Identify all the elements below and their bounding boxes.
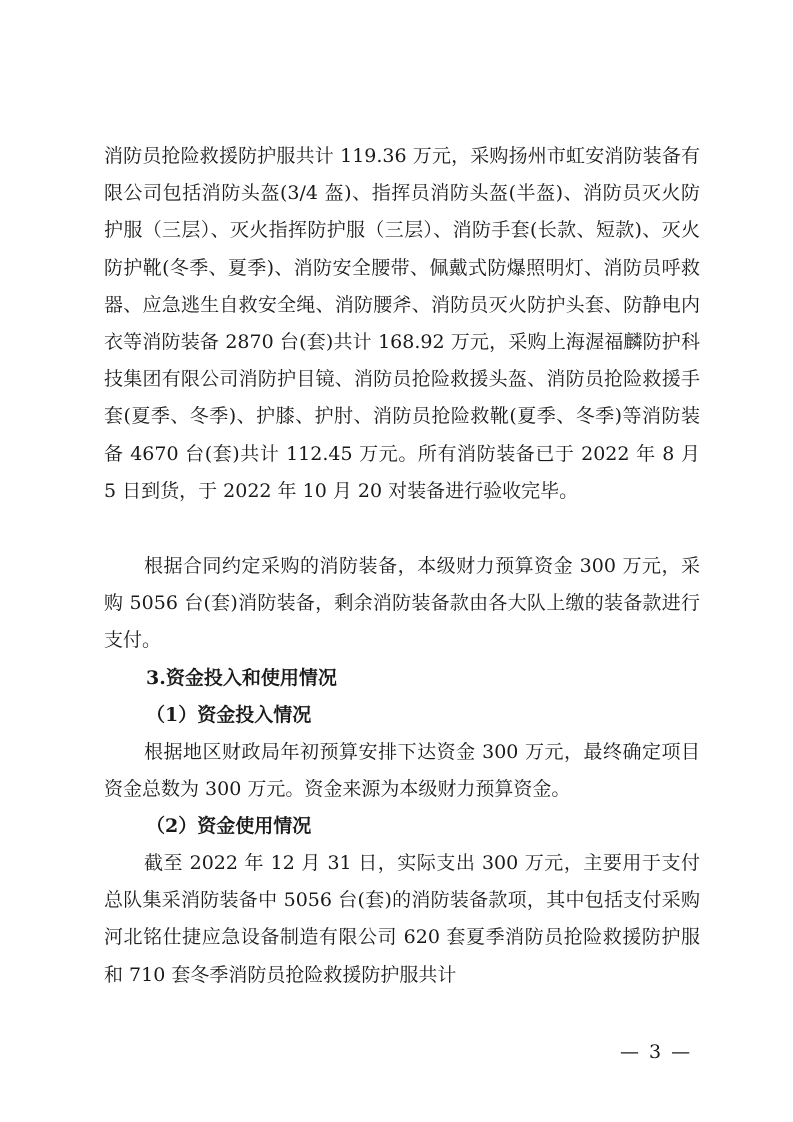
page-number: — 3 — (620, 1041, 693, 1063)
subsection-heading-usage: （2）资金使用情况 (146, 815, 312, 837)
paragraph-equipment-procurement: 消防员抢险救援防护服共计 119.36 万元，采购扬州市虹安消防装备有限公司包括消防头盔(3/4 盔)、指挥员消防头盔(半盔)、消防员灭火防护服（三层）、灭火指挥防护服（三层）、消防手套(长款、短款)、灭火防护靴(冬季、夏季)、消防安全腰带、佩戴式防爆照明灯、消防员呼救器、应急逃生自救安全绳、消防腰斧、消防员灭火防护头套、防静电内衣等消防装备 2870 台(套)共计 168.92 万元，采购上海渥福麟防护科技集团有限公司消防护目镜、消防员抢险救援头盔、消防员抢险救援手套(夏季、冬季)、护膝、护肘、消防员抢险救靴(夏季、冬季)等消防装备 4670 台(套)共计 112.45 万元。所有消防装备已于 2022 年 8 月 5 日到货，于 2022 年 10 月 20 对装备进行验收完毕。 (104, 145, 700, 502)
paragraph-fund-usage: 截至 2022 年 12 月 31 日，实际支出 300 万元，主要用于支付总队集采消防装备中 5056 台(套)的消防装备款项，其中包括支付采购河北铭仕捷应急设备制造有限公司 620 套夏季消防员抢险救援防护服和 710 套冬季消防员抢险救援防护服共计 (104, 852, 700, 986)
paragraph-contract-funding: 根据合同约定采购的消防装备，本级财力预算资金 300 万元，采购 5056 台(套)消防装备，剩余消防装备款由各大队上缴的装备款进行支付。 (104, 555, 700, 652)
paragraph-fund-investment: 根据地区财政局年初预算安排下达资金 300 万元，最终确定项目资金总数为 300 万元。资金来源为本级财力预算资金。 (104, 741, 700, 801)
section-heading-funding: 3.资金投入和使用情况 (146, 667, 337, 689)
subsection-heading-investment: （1）资金投入情况 (146, 704, 312, 726)
